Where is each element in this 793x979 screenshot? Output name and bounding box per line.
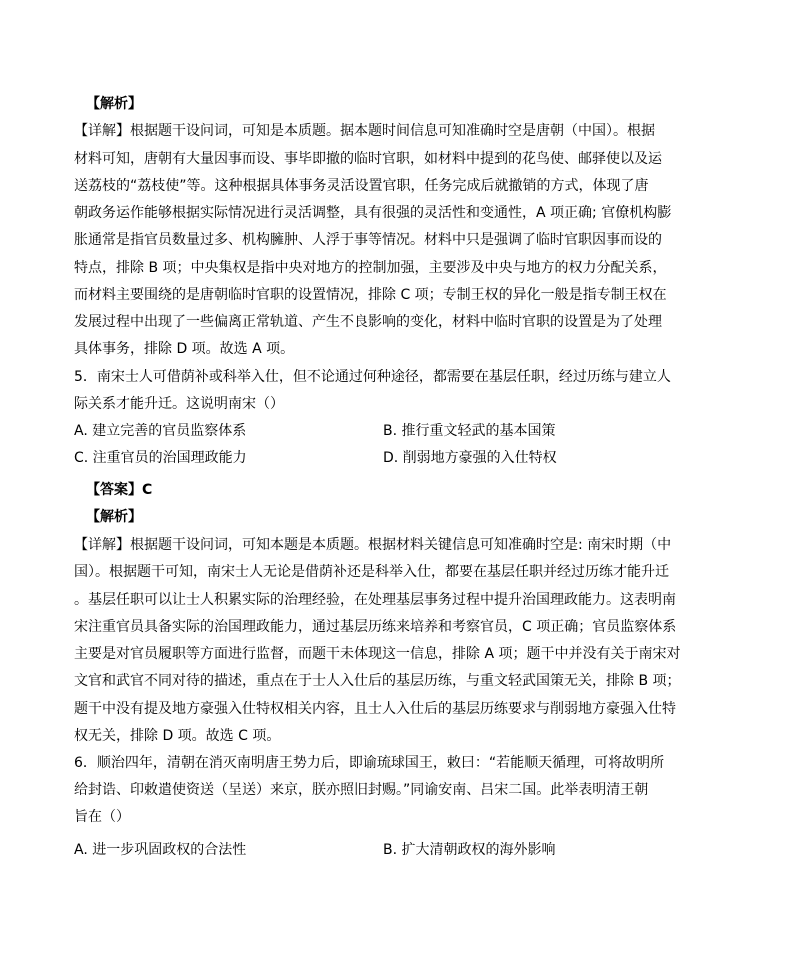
- q5-analysis-line: 文官和武官不同对待的描述，重点在于士人入仕后的基层历练，与重文轻武国策无关，排除 B 项；: [74, 673, 681, 689]
- question-6-stem: 6．顺治四年，清朝在消灭南明唐王势力后，即谕琉球国王，敕曰：“若能顺天循理，可将故明所: [74, 755, 665, 771]
- analysis-line: 材料可知，唐朝有大量因事而设、事毕即撤的临时官职，如材料中提到的花鸟使、邮驿使以及运: [74, 151, 662, 167]
- analysis-line: 特点，排除 B 项；中央集权是指中央对地方的控制加强，主要涉及中央与地方的权力分配关系，: [74, 260, 667, 276]
- q5-analysis-line: 题干中没有提及地方豪强入仕特权相关内容，且士人入仕后的基层历练要求与削弱地方豪强入仕特: [74, 701, 676, 717]
- q5-option-c: C. 注重官员的治国理政能力: [74, 450, 247, 466]
- q5-analysis-heading: 【解析】: [86, 509, 142, 525]
- q6-option-a: A. 进一步巩固政权的合法性: [74, 842, 247, 858]
- q5-analysis-line: 权无关，排除 D 项。故选 C 项。: [74, 728, 281, 744]
- q5-option-a: A. 建立完善的官员监察体系: [74, 423, 247, 439]
- q5-analysis-line: 主要是对官员履职等方面进行监督，而题干未体现这一信息，排除 A 项；题干中并没有关于南宋对: [74, 646, 681, 662]
- q5-answer: 【答案】C: [86, 482, 153, 498]
- q5-analysis-line: 国）。根据题干可知，南宋士人无论是借荫补还是科举入仕，都要在基层任职并经过历练才能升迁: [74, 564, 669, 580]
- q5-analysis-line: 宋注重官员具备实际的治国理政能力，通过基层历练来培养和考察官员，C 项正确；官员监察体系: [74, 619, 677, 635]
- q5-analysis-line: 。基层任职可以让士人积累实际的治理经验，在处理基层事务过程中提升治国理政能力。这表明南: [74, 592, 676, 608]
- question-6-stem: 给封诰、印敕遣使资送（呈送）来京，朕亦照旧封赐。”同谕安南、吕宋二国。此举表明清王朝: [74, 782, 649, 798]
- analysis-line: 具体事务，排除 D 项。故选 A 项。: [74, 341, 295, 357]
- analysis-line: 朝政务运作能够根据实际情况进行灵活调整，具有很强的灵活性和变通性，A 项正确; 官僚机构膨: [74, 205, 672, 221]
- analysis-line: 而材料主要围绕的是唐朝临时官职的设置情况，排除 C 项；专制王权的异化一般是指专制王权在: [74, 287, 667, 303]
- analysis-line: 送荔枝的“荔枝使”等。这种根据具体事务灵活设置官职，任务完成后就撤销的方式，体现了唐: [74, 178, 649, 194]
- q5-option-d: D. 削弱地方豪强的入仕特权: [383, 450, 557, 466]
- q6-option-b: B. 扩大清朝政权的海外影响: [383, 842, 556, 858]
- analysis-heading: 【解析】: [86, 96, 142, 112]
- analysis-line: 胀通常是指官员数量过多、机构臃肿、人浮于事等情况。材料中只是强调了临时官职因事而设的: [74, 232, 662, 248]
- analysis-line: 【详解】根据题干设问词，可知是本质题。据本题时间信息可知准确时空是唐朝（中国）。根据: [74, 123, 655, 139]
- q5-option-b: B. 推行重文轻武的基本国策: [383, 423, 556, 439]
- question-5-stem: 际关系才能升迁。这说明南宋（）: [74, 396, 284, 412]
- question-5-stem: 5．南宋士人可借荫补或科举入仕，但不论通过何种途径，都需要在基层任职，经过历练与建立人: [74, 369, 671, 385]
- question-6-stem: 旨在（）: [74, 809, 130, 825]
- analysis-line: 发展过程中出现了一些偏离正常轨道、产生不良影响的变化，材料中临时官职的设置是为了处理: [74, 314, 662, 330]
- q5-analysis-line: 【详解】根据题干设问词，可知本题是本质题。根据材料关键信息可知准确时空是: 南宋时期（中: [74, 537, 672, 553]
